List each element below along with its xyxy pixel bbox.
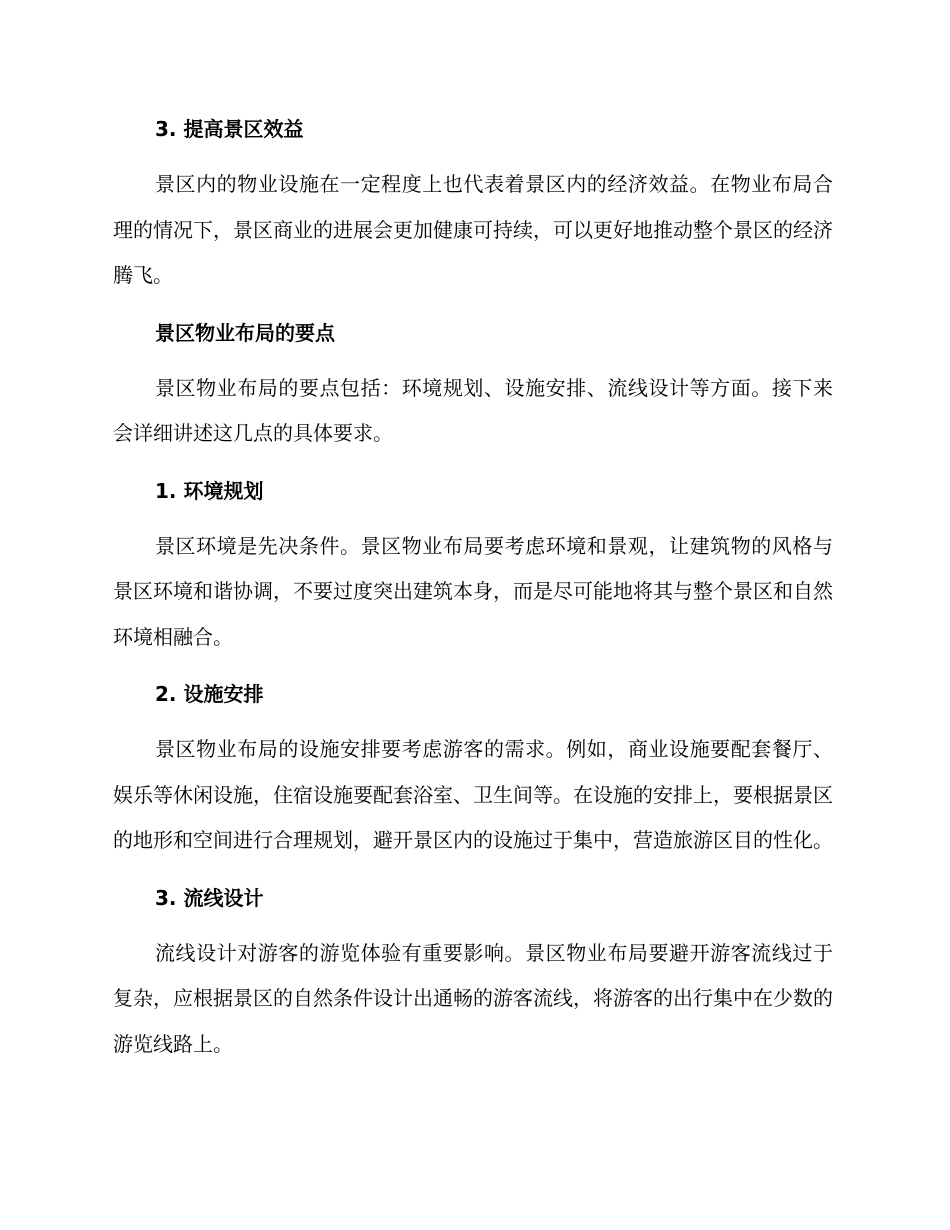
section-paragraph-circulation: 流线设计对游客的游览体验有重要影响。景区物业布局要避开游客流线过于复杂，应根据景区的自然条件设计出通畅的游客流线，将游客的出行集中在少数的游览线路上。 (113, 940, 833, 1056)
section-paragraph-facilities: 景区物业布局的设施安排要考虑游客的需求。例如，商业设施要配套餐厅、娱乐等休闲设施，住宿设施要配套浴室、卫生间等。在设施的安排上，要根据景区的地形和空间进行合理规划，避开景区内的设施过于集中，营造旅游区目的性化。 (113, 737, 833, 852)
section-heading-circulation: 3. 流线设计 (155, 885, 264, 910)
section-heading-key-points: 景区物业布局的要点 (155, 320, 335, 345)
section-paragraph-environment: 景区环境是先决条件。景区物业布局要考虑环境和景观，让建筑物的风格与景区环境和谐协调，不要过度突出建筑本身，而是尽可能地将其与整个景区和自然环境相融合。 (113, 533, 833, 649)
document-body (113, 112, 833, 1067)
section-paragraph-benefits: 景区内的物业设施在一定程度上也代表着景区内的经济效益。在物业布局合理的情况下，景区商业的进展会更加健康可持续，可以更好地推动整个景区的经济腾飞。 (113, 172, 833, 287)
section-heading-facilities: 2. 设施安排 (155, 682, 264, 706)
section-heading-environment: 1. 环境规划 (155, 478, 264, 503)
section-heading-benefits: 3. 提高景区效益 (155, 117, 304, 141)
section-paragraph-key-points: 景区物业布局的要点包括：环境规划、设施安排、流线设计等方面。接下来会详细讲述这几点的具体要求。 (113, 375, 833, 445)
